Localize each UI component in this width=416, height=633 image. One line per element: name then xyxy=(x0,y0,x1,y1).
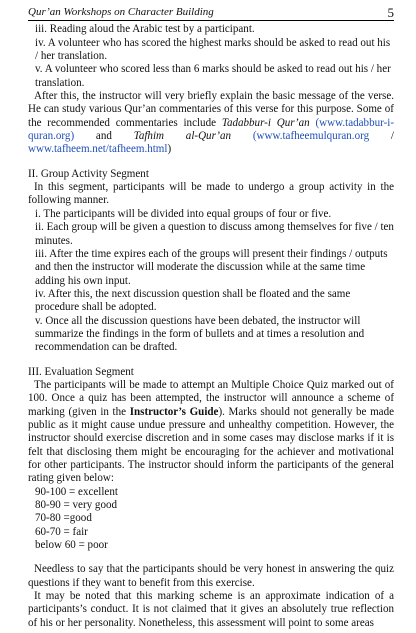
paragraph-text: After this, the instructor will very briefly explain the basic message of the verse. He can study various Qur’an commentaries of this verse for this purpose. Some of the recommended commentaries include xyxy=(28,90,394,129)
rating-item: below 60 = poor xyxy=(35,539,108,552)
header-title: Qur’an Workshops on Character Building xyxy=(28,6,214,18)
rating-item: 70-80 =good xyxy=(35,512,92,525)
paragraph-text: / xyxy=(369,130,394,143)
guide-title: Instructor’s Guide xyxy=(129,405,219,418)
honesty-paragraph: Needless to say that the participants should be very honest in answering the quiz questions if they want to benefit from this exercise. xyxy=(28,563,394,589)
list-item: iii. Reading aloud the Arabic test by a participant. xyxy=(35,23,255,36)
rating-item: 60-70 = fair xyxy=(35,525,88,538)
commentary-link[interactable]: (www.tafheemulquran.org xyxy=(252,130,370,143)
paragraph-text: ) xyxy=(167,143,172,156)
paragraph-text: The participants will be made to attempt an Multiple Choice Quiz marked out of 100. Once a quiz has been attempted, the instructor will announce a scheme of marking (given in the xyxy=(28,378,394,418)
group-activity-list xyxy=(28,208,394,355)
page-number: 5 xyxy=(387,5,394,20)
book-title: Tadabbur-i Qur’an xyxy=(221,116,310,129)
top-list xyxy=(28,23,394,90)
list-item: iii. After the time expires each of the groups will present their findings / outputs and then the instructor will moderate the discussion while at the same time adding his own input. xyxy=(35,247,388,287)
list-item: iv. After this, the next discussion question shall be floated and the same procedure shall be adopted. xyxy=(35,287,351,314)
book-title: Tafhim al-Qur’an xyxy=(133,130,232,143)
section-heading: III. Evaluation Segment xyxy=(28,365,134,378)
list-item: v. Once all the discussion questions have been debated, the instructor will summarize the findings in the form of bullets and at times a resolution and recommendation can be drafted. xyxy=(35,314,365,354)
rating-item: 90-100 = excellent xyxy=(35,485,118,498)
list-item: ii. Each group will be given a question to discuss among themselves for five / ten minutes. xyxy=(35,221,394,247)
running-header xyxy=(28,6,394,21)
rating-list xyxy=(28,486,394,553)
list-item: i. The participants will be divided into equal groups of four or five. xyxy=(35,207,332,220)
list-item: iv. A volunteer who has scored the highest marks should be asked to read out his / her translation. xyxy=(35,36,391,63)
commentary-paragraph xyxy=(28,90,394,157)
marking-note-paragraph: It may be noted that this marking scheme is an approximate indication of a participants’s conduct. It is not claimed that it gives an absolutely true reflection of his or her personality. Nonetheless, this assessment will point to some areas xyxy=(28,590,394,629)
section-intro: In this segment, participants will be made to undergo a group activity in the following manner. xyxy=(28,181,394,207)
list-item: v. A volunteer who scored less than 6 marks should be asked to read out his / her translation. xyxy=(35,63,391,89)
commentary-link[interactable]: www.tafheem.net/tafheem.html xyxy=(28,143,168,156)
paragraph-text: and xyxy=(74,130,134,143)
paragraph-text: ). Marks should not generally be made public as it might cause undue pressure and unhealthy competition. However, the instructor should exercise discretion and in some cases may disclose marks if it is felt that disclosing them might be encouraging for the achiever and motivational for other participants. The instructor should inform the participants of the general rating given below: xyxy=(28,405,395,485)
section-heading: II. Group Activity Segment xyxy=(28,167,149,180)
evaluation-paragraph xyxy=(28,379,394,486)
commentary-link[interactable]: (www.tadabbur-i-quran.org) xyxy=(28,116,395,143)
rating-item: 80-90 = very good xyxy=(35,499,118,512)
